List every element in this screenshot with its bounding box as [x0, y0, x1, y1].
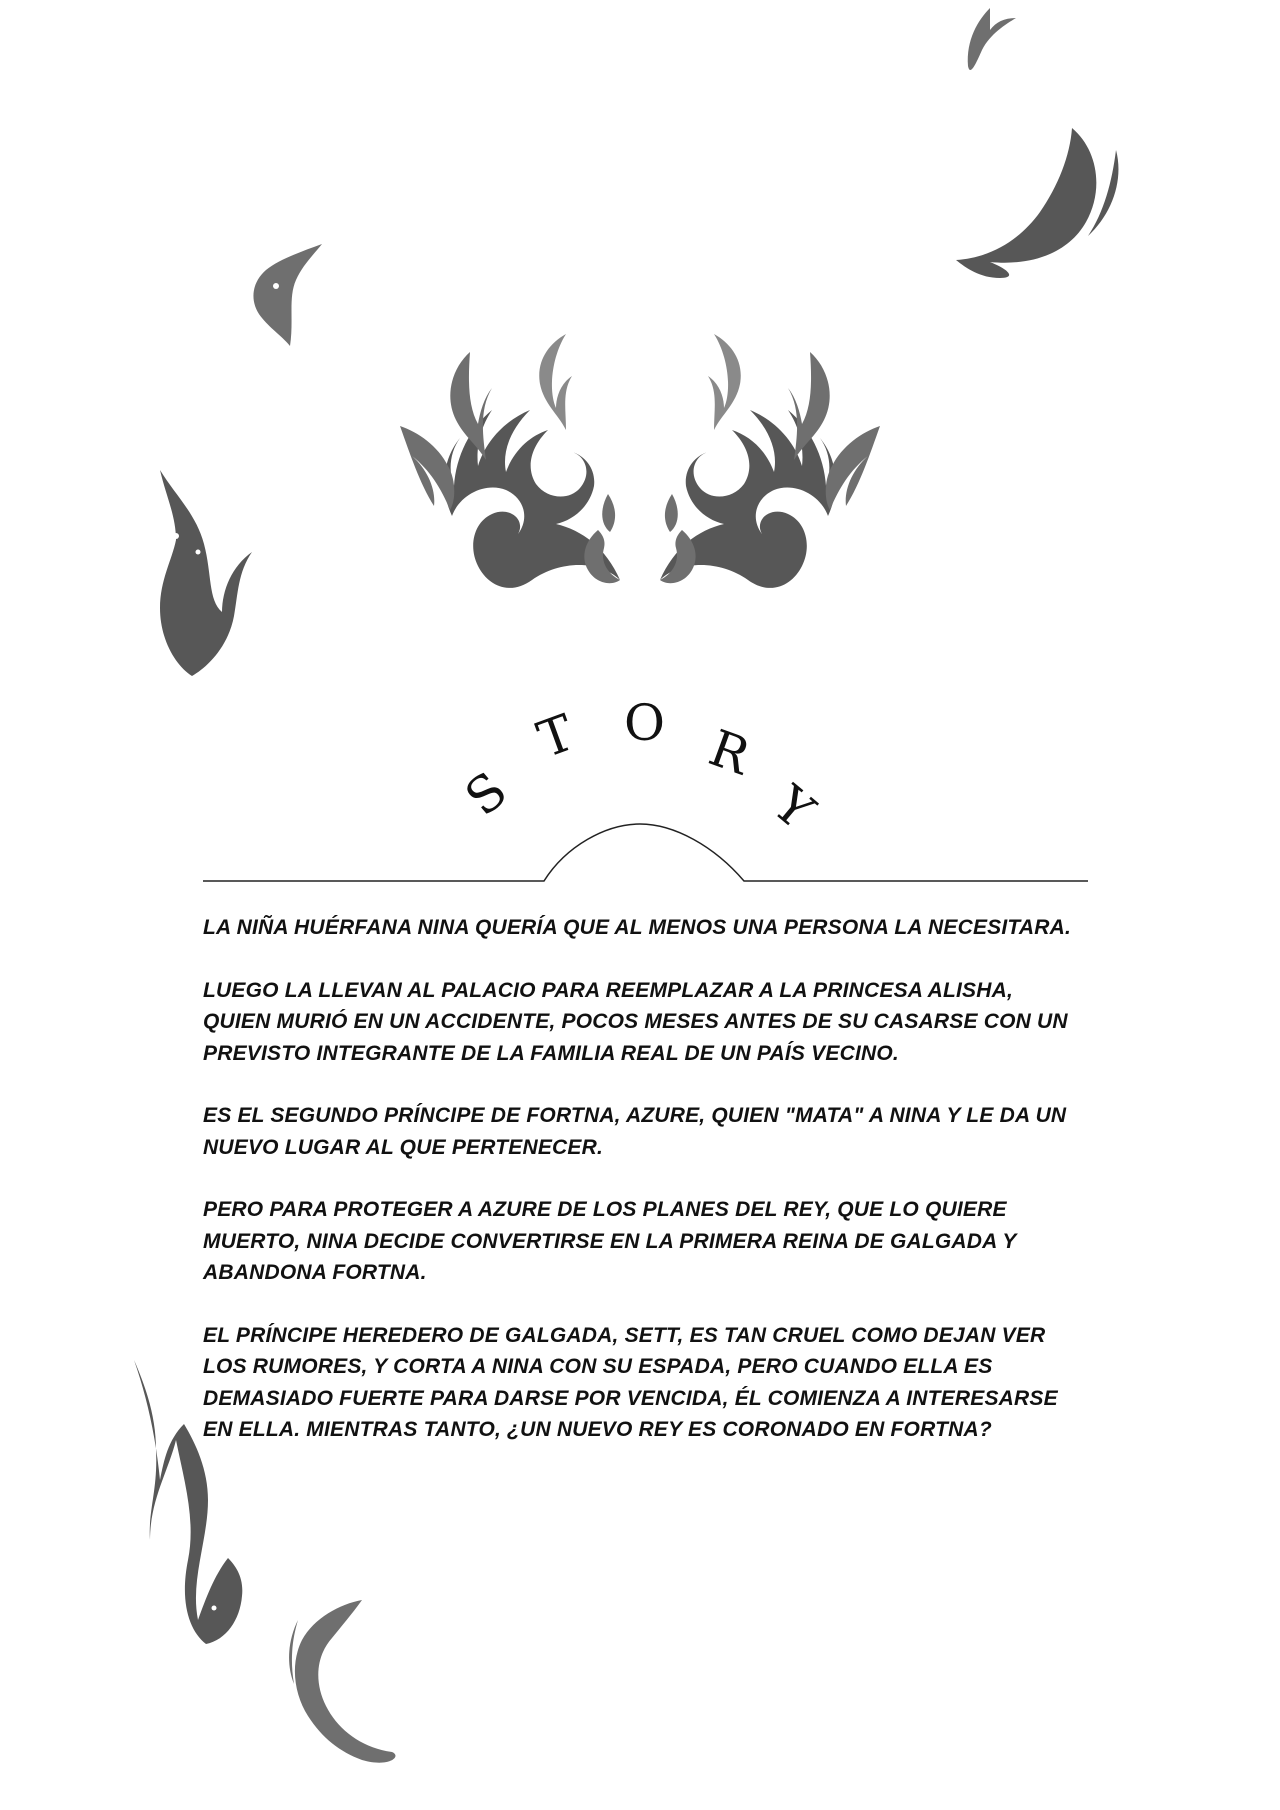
story-paragraph: EL PRÍNCIPE HEREDERO DE GALGADA, SETT, ES TAN CRUEL COMO DEJAN VER LOS RUMORES, Y CORTA A NINA CON SU ESPADA, PERO CUANDO ELLA ES DEMASIADO FUERTE PARA DARSE POR VENCIDA, ÉL COMIENZA A INTERESARSE EN ELLA. MIENTRAS TANTO, ¿UN NUEVO REY ES CORONADO EN FORTNA?: [203, 1323, 1058, 1441]
story-letter: S: [454, 760, 518, 828]
story-text: [203, 912, 1083, 1477]
divider-line: [203, 824, 1088, 881]
story-letter: T: [530, 703, 582, 770]
story-letter: Y: [762, 774, 825, 841]
story-paragraph: LA NIÑA HUÉRFANA NINA QUERÍA QUE AL MENOS UNA PERSONA LA NECESITARA.: [203, 916, 1072, 939]
story-paragraph: LUEGO LA LLEVAN AL PALACIO PARA REEMPLAZAR A LA PRINCESA ALISHA, QUIEN MURIÓ EN UN ACCIDENTE, POCOS MESES ANTES DE SU CASARSE CON UN PREVISTO INTEGRANTE DE LA FAMILIA REAL DE UN PAÍS VECINO.: [203, 978, 1068, 1065]
story-paragraph: PERO PARA PROTEGER A AZURE DE LOS PLANES DEL REY, QUE LO QUIERE MUERTO, NINA DECIDE CONVERTIRSE EN LA PRIMERA REINA DE GALGADA Y ABANDONA FORTNA.: [203, 1198, 1017, 1284]
story-letter: O: [624, 694, 665, 752]
story-paragraph: ES EL SEGUNDO PRÍNCIPE DE FORTNA, AZURE, QUIEN "MATA" A NINA Y LE DA UN NUEVO LUGAR AL QUE PERTENECER.: [203, 1104, 1067, 1159]
story-letter: R: [701, 718, 758, 787]
